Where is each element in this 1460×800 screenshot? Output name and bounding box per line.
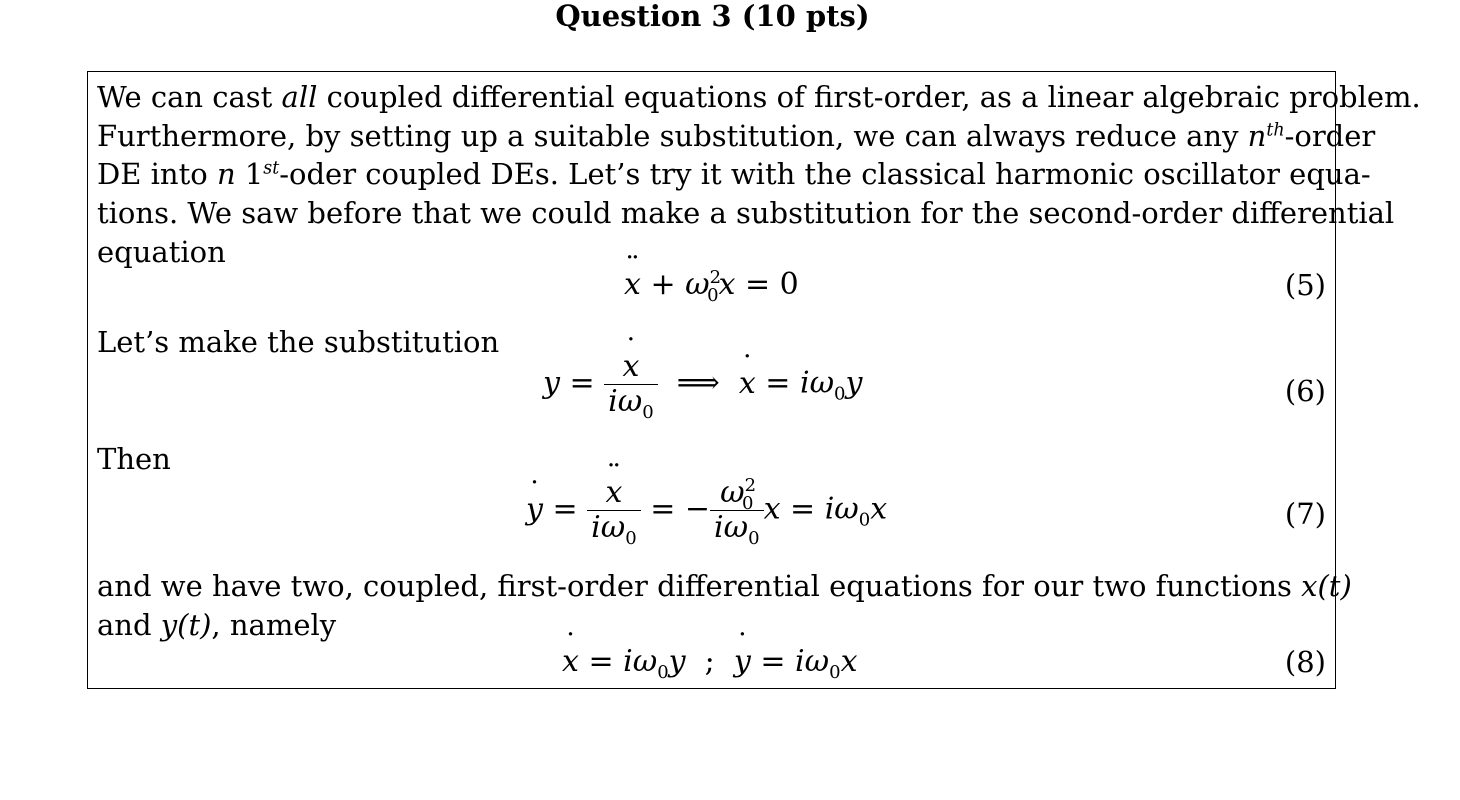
intro-line-4: tions. We saw before that we could make a substitution for the second-order differential xyxy=(97,196,1395,231)
equation-6: y = $\frac{x ˙}{i\omega_0}$ ⟹ x ˙ = $i\omega_0y$ xyxy=(543,350,862,419)
outro-line-1: and we have two, coupled, first-order differential equations for our two functions x(t) xyxy=(97,569,1352,603)
intro-line-1: We can cast all coupled differential equations of first-order, as a linear algebraic problem. xyxy=(97,80,1421,114)
question-box xyxy=(87,71,1421,689)
intro-line-3: DE into n 1st-oder coupled DEs. Let’s try it with the classical harmonic oscillator equa- xyxy=(97,157,1371,192)
intro-line-2: Furthermore, by setting up a suitable substitution, we can always reduce any $n^{th}$-order xyxy=(97,118,1376,153)
substitution-text: Let’s make the substitution xyxy=(97,325,500,359)
then-text: Then xyxy=(97,442,171,476)
equation-7: y ˙ = $\frac{x ¨}{i\omega_0}$ = − $\frac{\omega^2_0}{i\omega_0}$ $x = i\omega_0x$ xyxy=(526,476,887,545)
equation-5: x ¨ + $\omega^2_0x = 0$ xyxy=(624,268,799,302)
intro-paragraph xyxy=(97,78,1421,272)
question-title: Question 3 (10 pts) xyxy=(555,0,870,33)
outro-paragraph xyxy=(97,567,1352,644)
equation-5-number: (5) xyxy=(1284,268,1326,302)
fraction-w0sq-over-iw0: $\frac{\omega^2_0}{i\omega_0}$ xyxy=(710,476,764,545)
outro-line-2: and y(t), namely xyxy=(97,607,337,642)
equation-6-number: (6) xyxy=(1284,374,1326,408)
equation-8: x ˙ = $i\omega_0y$ ; y ˙ = $i\omega_0x$ xyxy=(562,645,857,679)
intro-line-5: equation xyxy=(97,234,226,269)
equation-8-number: (8) xyxy=(1284,645,1326,679)
fraction-xdot-over-iw0: $\frac{x ˙}{i\omega_0}$ xyxy=(604,350,658,419)
equation-7-number: (7) xyxy=(1284,497,1326,531)
fraction-xddot-over-iw0: $\frac{x ¨}{i\omega_0}$ xyxy=(587,476,641,545)
